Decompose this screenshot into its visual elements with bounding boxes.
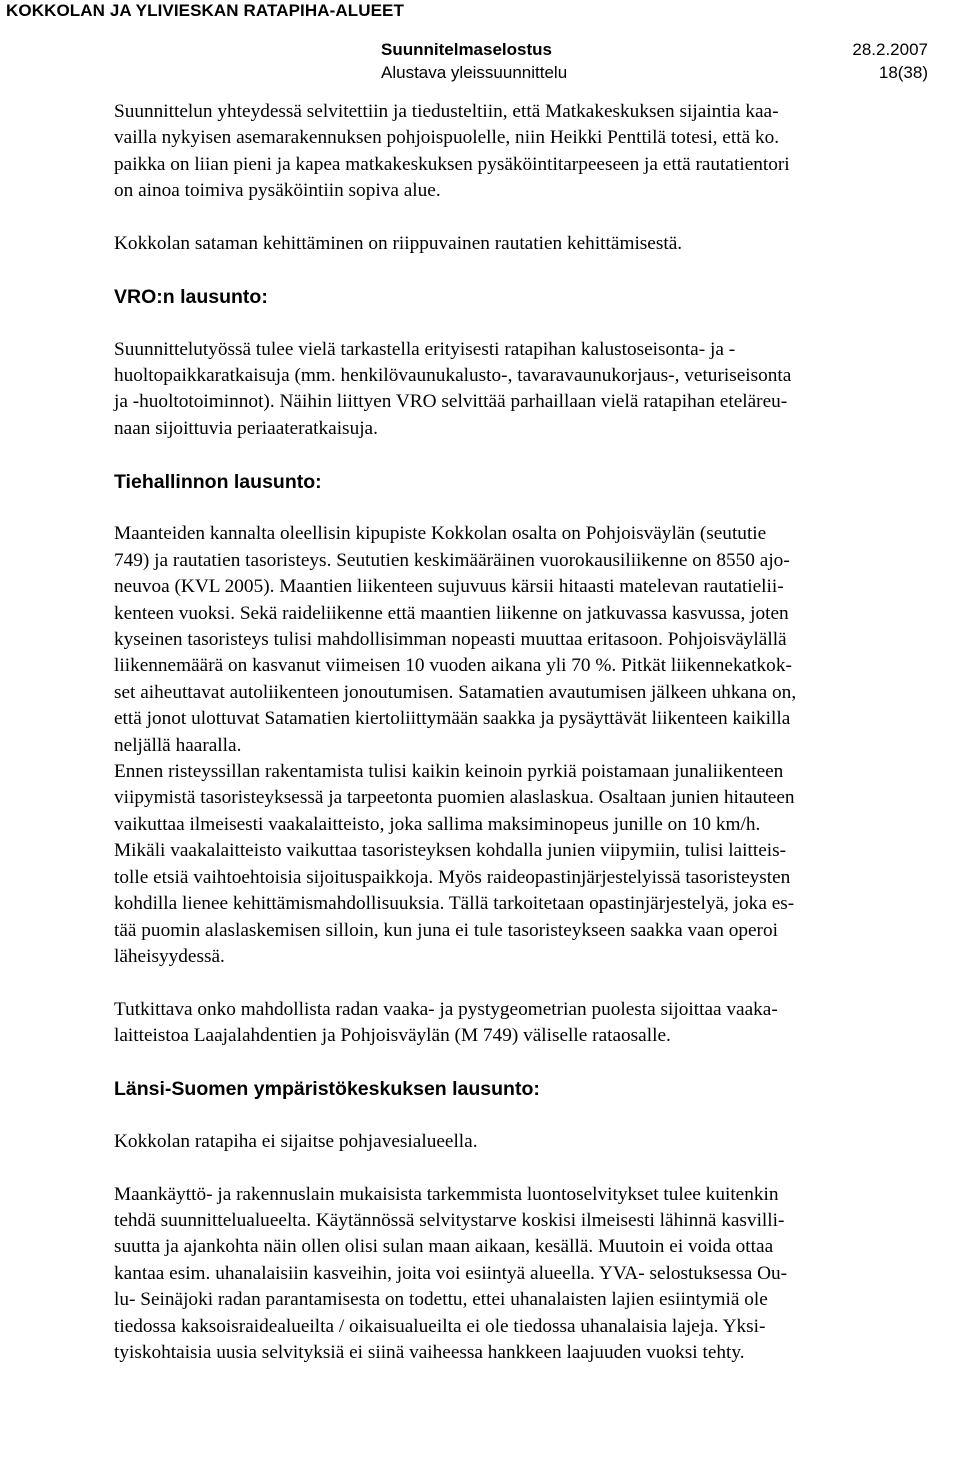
text-line: huoltopaikkaratkaisuja (mm. henkilövaunukalusto-, tavaravaunukorjaus-, veturiseisonta bbox=[114, 365, 792, 387]
document-type: Suunnitelmaselostus bbox=[381, 40, 552, 59]
text-line: tolle etsiä vaihtoehtoisia sijoituspaikkoja. Myös raideopastinjärjestelyissä tasoristeysten bbox=[114, 866, 791, 888]
text-line: vailla nykyisen asemarakennuksen pohjoispuolelle, niin Heikki Penttilä totesi, että ko. bbox=[114, 127, 780, 149]
text-line: ja -huoltotoiminnot). Näihin liittyen VRO selvittää parhaillaan vielä ratapihan eteläreu- bbox=[114, 391, 788, 413]
document-date: 28.2.2007 bbox=[852, 40, 928, 59]
text-line: on ainoa toimiva pysäköintiin sopiva alue. bbox=[114, 180, 441, 202]
text-line: Maanteiden kannalta oleellisin kipupiste Kokkolan osalta on Pohjoisväylän (seututie bbox=[114, 523, 767, 545]
text-line: tiedossa kaksoisraidealueilta / oikaisualueilta ei ole tiedossa uhanalaisia lajeja. Yksi- bbox=[114, 1315, 766, 1337]
text-line: Suunnittelutyössä tulee vielä tarkastella erityisesti ratapihan kalustoseisonta- ja - bbox=[114, 338, 736, 360]
text-line: Mikäli vaakalaitteisto vaikuttaa tasoristeyksen kohdalla junien viipymiin, tulisi laitteis- bbox=[114, 840, 787, 862]
text-line: kyseinen tasoristeys tulisi mahdollisimman nopeasti muuttaa eritasoon. Pohjoisväylällä bbox=[114, 629, 787, 651]
vro-paragraph bbox=[114, 337, 934, 443]
text-line: läheisyydessä. bbox=[114, 945, 225, 967]
text-line: liikennemäärä on kasvanut viimeisen 10 vuoden aikana yli 70 %. Pitkät liikennekatkok- bbox=[114, 655, 792, 677]
lsy-paragraph-1 bbox=[114, 1129, 934, 1155]
text-line: laitteistoa Laajalahdentien ja Pohjoisväylän (M 749) väliselle rataosalle. bbox=[114, 1025, 671, 1047]
header-line-1 bbox=[381, 40, 928, 60]
text-line: naan sijoittuvia periaateratkaisuja. bbox=[114, 417, 378, 439]
text-line: Ennen risteyssillan rakentamista tulisi kaikin keinoin pyrkiä poistamaan junaliikenteen bbox=[114, 761, 784, 783]
text-line: tää puomin alaslaskemisen silloin, kun juna ei tule tasoristeykseen saakka vaan operoi bbox=[114, 919, 778, 941]
text-line: kenteen vuoksi. Sekä raideliikenne että maantien liikenne on jatkuvassa kasvussa, joten bbox=[114, 602, 789, 624]
vro-heading: VRO:n lausunto: bbox=[114, 285, 268, 308]
text-line: Suunnittelun yhteydessä selvitettiin ja tiedusteltiin, että Matkakeskuksen sijaintia kaa- bbox=[114, 101, 779, 122]
text-line: neljällä haaralla. bbox=[114, 734, 242, 756]
text-line: tehdä suunnittelualueelta. Käytännössä selvitystarve koskisi ilmeisesti lähinnä kasvilli- bbox=[114, 1209, 785, 1231]
text-line: tyiskohtaisia uusia selvityksiä ei siinä vaiheessa hankkeen laajuuden vuoksi tehty. bbox=[114, 1341, 745, 1363]
text-line: että jonot ulottuvat Satamatien kiertoliittymään saakka ja pysäyttävät liikenteen kaikilla bbox=[114, 708, 791, 730]
text-line: kohdilla lienee kehittämismahdollisuuksia. Tällä tarkoitetaan opastinjärjestelyä, joka es- bbox=[114, 893, 795, 915]
text-line: Kokkolan ratapiha ei sijaitse pohjavesialueella. bbox=[114, 1130, 478, 1152]
intro-paragraph-1 bbox=[114, 99, 934, 205]
header-line-2 bbox=[381, 63, 928, 83]
text-line: set aiheuttavat autoliikenteen jonoutumisen. Satamatien avautumisen jälkeen uhkana on, bbox=[114, 681, 797, 703]
lsy-heading: Länsi-Suomen ympäristökeskuksen lausunto: bbox=[114, 1077, 540, 1100]
body-text bbox=[114, 99, 934, 1366]
text-line: 749) ja rautatien tasoristeys. Seututien keskimääräinen vuorokausiliikenne on 8550 ajo- bbox=[114, 549, 790, 571]
text-line: vaikuttaa ilmeisesti vaakalaitteisto, joka sallima maksiminopeus junille on 10 km/h. bbox=[114, 813, 761, 835]
text-line: suutta ja ajankohta näin ollen olisi sulan maan aikaan, kesällä. Muutoin ei voida ottaa bbox=[114, 1236, 774, 1258]
document-owner-title: KOKKOLAN JA YLIVIESKAN RATAPIHA-ALUEET bbox=[6, 1, 404, 20]
text-line: Kokkolan sataman kehittäminen on riippuvainen rautatien kehittämisestä. bbox=[114, 233, 683, 255]
page-number: 18(38) bbox=[878, 63, 928, 82]
tiehallinto-paragraph-3 bbox=[114, 997, 934, 1050]
intro-paragraph-2 bbox=[114, 231, 934, 257]
text-line: neuvoa (KVL 2005). Maantien liikenteen sujuvuus kärsii hitaasti matelevan rautatielii- bbox=[114, 576, 784, 598]
text-line: Tutkittava onko mahdollista radan vaaka- ja pystygeometrian puolesta sijoittaa vaaka- bbox=[114, 998, 778, 1020]
text-line: Maankäyttö- ja rakennuslain mukaisista tarkemmista luontoselvitykset tulee kuitenkin bbox=[114, 1183, 779, 1205]
text-line: viipymistä tasoristeyksessä ja tarpeetonta puomien alaslaskua. Osaltaan junien hitauteen bbox=[114, 787, 795, 809]
text-line: lu- Seinäjoki radan parantamisesta on todettu, ettei uhanalaisten lajien esiintymiä ole bbox=[114, 1289, 768, 1311]
tiehallinto-paragraph-1 bbox=[114, 521, 934, 759]
tiehallinto-heading: Tiehallinnon lausunto: bbox=[114, 470, 322, 493]
document-subtitle: Alustava yleissuunnittelu bbox=[381, 63, 568, 82]
tiehallinto-paragraph-2 bbox=[114, 759, 934, 970]
text-line: kantaa esim. uhanalaisiin kasveihin, joita voi esiintyä alueella. YVA- selostuksessa Ou- bbox=[114, 1262, 788, 1284]
lsy-paragraph-2 bbox=[114, 1182, 934, 1367]
text-line: paikka on liian pieni ja kapea matkakeskuksen pysäköintitarpeeseen ja että rautatientori bbox=[114, 153, 790, 175]
